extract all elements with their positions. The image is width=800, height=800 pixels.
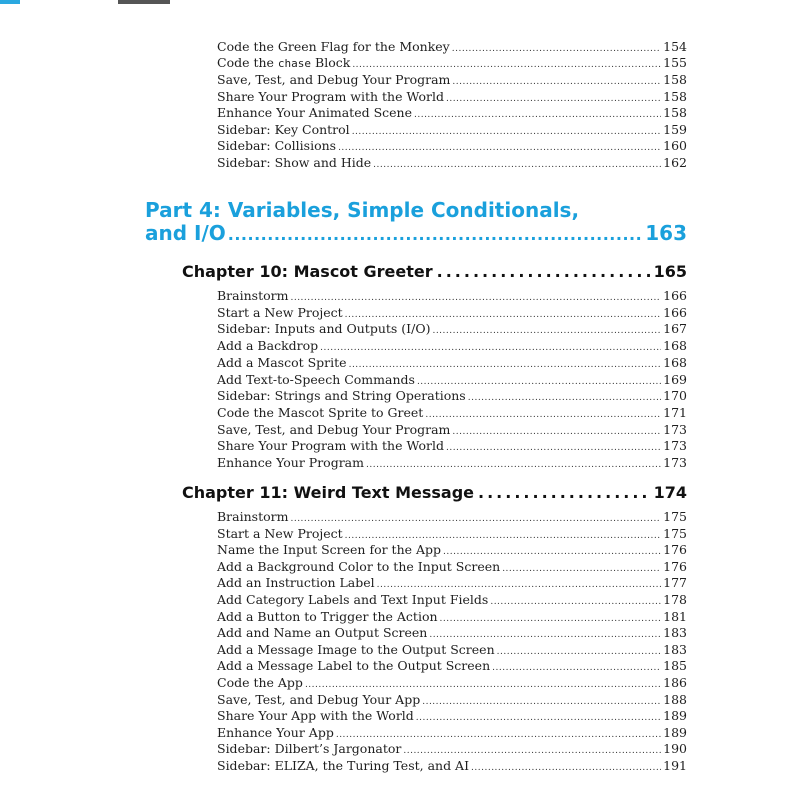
header-accent-mark bbox=[0, 0, 20, 4]
toc-entry-title: Add a Message Label to the Output Screen bbox=[217, 658, 491, 674]
toc-entry-page: 162 bbox=[663, 155, 687, 170]
toc-entry-page: 178 bbox=[663, 592, 687, 607]
toc-entry-page: 181 bbox=[663, 608, 687, 624]
toc-entry-page: 173 bbox=[663, 438, 687, 454]
toc-entry[interactable] bbox=[217, 758, 687, 776]
top-header-fragment bbox=[0, 0, 180, 4]
dot-leader bbox=[349, 357, 662, 373]
dot-leader bbox=[468, 390, 661, 406]
dot-leader bbox=[446, 440, 661, 456]
toc-entry-title: Start a New Project bbox=[217, 304, 343, 320]
toc-entry[interactable] bbox=[217, 658, 687, 676]
toc-entry-title: Save, Test, and Debug Your Program bbox=[217, 72, 451, 87]
toc-entry-page: 189 bbox=[663, 708, 687, 724]
toc-entry-page: 154 bbox=[663, 39, 687, 54]
toc-entry-title: Add a Message Image to the Output Screen bbox=[217, 641, 495, 657]
chapter-page: 165 bbox=[653, 262, 687, 281]
toc-entry[interactable] bbox=[217, 405, 687, 423]
dot-leader bbox=[320, 340, 661, 356]
toc-entry-title: Enhance Your App bbox=[217, 724, 334, 740]
dot-leader bbox=[305, 677, 661, 693]
toc-entry-title: Add a Background Color to the Input Screen bbox=[217, 558, 501, 574]
toc-entry-title: Code the Green Flag for the Monkey bbox=[217, 39, 450, 54]
header-text-fragment bbox=[118, 0, 170, 4]
toc-entry[interactable] bbox=[217, 305, 687, 323]
toc-entry-title: Add an Instruction Label bbox=[217, 575, 375, 591]
toc-entry-title: Sidebar: Dilbert’s Jargonator bbox=[217, 741, 402, 757]
toc-entry[interactable] bbox=[217, 542, 687, 560]
chapter-title: Chapter 11: Weird Text Message bbox=[182, 483, 475, 502]
toc-entry-page: 176 bbox=[663, 542, 687, 558]
dot-leader bbox=[377, 577, 661, 593]
toc-entry-page: 171 bbox=[663, 404, 687, 420]
toc-entry-page: 175 bbox=[663, 525, 687, 541]
toc-entry[interactable] bbox=[217, 288, 687, 306]
toc-entry[interactable] bbox=[217, 509, 687, 527]
toc-entry-title: Sidebar: Strings and String Operations bbox=[217, 388, 466, 404]
dot-leader bbox=[416, 710, 661, 726]
toc-entry[interactable] bbox=[217, 422, 687, 440]
toc-entry[interactable] bbox=[217, 725, 687, 743]
toc-entry-page: 188 bbox=[663, 691, 687, 707]
toc-entry-title: Save, Test, and Debug Your Program bbox=[217, 421, 451, 437]
toc-entry-page: 168 bbox=[663, 338, 687, 354]
dot-leader bbox=[373, 157, 661, 173]
toc-entry[interactable] bbox=[217, 72, 687, 90]
toc-entry[interactable] bbox=[217, 138, 687, 156]
dot-leader bbox=[403, 743, 661, 759]
dot-leader bbox=[452, 74, 661, 90]
toc-entry[interactable] bbox=[217, 455, 687, 473]
chapter-title: Chapter 10: Mascot Greeter bbox=[182, 262, 433, 281]
toc-entry[interactable] bbox=[217, 105, 687, 123]
toc-entry[interactable] bbox=[217, 642, 687, 660]
part-title-line2-text: and I/O bbox=[145, 221, 226, 245]
toc-entry-page: 189 bbox=[663, 724, 687, 740]
toc-entry[interactable] bbox=[217, 338, 687, 356]
toc-entry[interactable] bbox=[217, 388, 687, 406]
dot-leader bbox=[338, 140, 661, 156]
toc-entry-page: 158 bbox=[663, 105, 687, 120]
toc-entry-title: Add a Mascot Sprite bbox=[217, 354, 347, 370]
toc-entry-page: 158 bbox=[663, 89, 687, 104]
toc-entry-title: Share Your Program with the World bbox=[217, 89, 444, 104]
dot-leader bbox=[440, 611, 662, 627]
toc-entry[interactable] bbox=[217, 692, 687, 710]
toc-entry-title: Enhance Your Animated Scene bbox=[217, 105, 412, 120]
dot-leader bbox=[490, 594, 661, 610]
toc-entry-page: 177 bbox=[663, 575, 687, 591]
dot-leader bbox=[432, 323, 661, 339]
toc-entry-page: 155 bbox=[663, 55, 687, 70]
dot-leader bbox=[497, 644, 662, 660]
dot-leader bbox=[290, 511, 661, 527]
dot-leader bbox=[502, 561, 661, 577]
toc-entry[interactable] bbox=[217, 526, 687, 544]
toc-entry-title bbox=[217, 55, 350, 72]
toc-entry-title: Sidebar: ELIZA, the Turing Test, and AI bbox=[217, 758, 470, 773]
toc-entry[interactable] bbox=[217, 708, 687, 726]
dot-leader bbox=[414, 107, 661, 123]
toc-entry[interactable] bbox=[217, 609, 687, 627]
toc-entry-page: 170 bbox=[663, 388, 687, 404]
toc-entry[interactable] bbox=[217, 575, 687, 593]
toc-entry-title: Add a Backdrop bbox=[217, 338, 319, 354]
toc-entry-page: 168 bbox=[663, 354, 687, 370]
dot-leader bbox=[443, 544, 661, 560]
toc-entry-title: Add and Name an Output Screen bbox=[217, 625, 428, 641]
toc-entry-title: Name the Input Screen for the App bbox=[217, 542, 442, 558]
dot-leader bbox=[452, 424, 661, 440]
toc-entry-title: Sidebar: Inputs and Outputs (I/O) bbox=[217, 321, 431, 337]
toc-entry-page: 183 bbox=[663, 625, 687, 641]
dot-leader bbox=[352, 57, 661, 73]
toc-entry-title: Save, Test, and Debug Your App bbox=[217, 691, 421, 707]
toc-entry-page: 190 bbox=[663, 741, 687, 757]
toc-entry[interactable] bbox=[217, 55, 687, 73]
toc-entry-title: Sidebar: Key Control bbox=[217, 122, 350, 137]
toc-entry-title: Share Your Program with the World bbox=[217, 438, 444, 454]
toc-entry-page: 159 bbox=[663, 122, 687, 137]
toc-entry[interactable] bbox=[217, 675, 687, 693]
toc-entry-page: 185 bbox=[663, 658, 687, 674]
toc-entry[interactable] bbox=[217, 321, 687, 339]
chapter-heading[interactable] bbox=[182, 483, 687, 503]
toc-entry-page: 166 bbox=[663, 288, 687, 303]
toc-entry-title-suffix: Block bbox=[311, 55, 351, 70]
toc-entry-page: 176 bbox=[663, 558, 687, 574]
dot-leader bbox=[471, 760, 661, 776]
dot-leader bbox=[492, 660, 661, 676]
toc-entry-page: 167 bbox=[663, 321, 687, 337]
toc-entry-title-prefix: Code the bbox=[217, 55, 278, 70]
dot-leader bbox=[345, 528, 661, 544]
toc-entry[interactable] bbox=[217, 438, 687, 456]
toc-entry-title: Add a Button to Trigger the Action bbox=[217, 608, 438, 624]
chapter-page: 174 bbox=[653, 483, 687, 502]
dot-leader bbox=[336, 727, 661, 743]
toc-entry-title: Enhance Your Program bbox=[217, 455, 364, 470]
toc-entry-title: Code the Mascot Sprite to Greet bbox=[217, 404, 424, 420]
toc-entry-page: 186 bbox=[663, 675, 687, 690]
toc-entry-page: 175 bbox=[663, 509, 687, 524]
toc-entry[interactable] bbox=[217, 155, 687, 173]
toc-entry-title: Brainstorm bbox=[217, 509, 289, 524]
dot-leader bbox=[228, 222, 643, 248]
dot-leader bbox=[422, 694, 661, 710]
toc-entry-title: Sidebar: Collisions bbox=[217, 138, 337, 153]
toc-entry-page: 183 bbox=[663, 641, 687, 657]
dot-leader bbox=[366, 457, 661, 473]
chapter-heading[interactable] bbox=[182, 262, 687, 282]
code-keyword: chase bbox=[277, 57, 312, 70]
toc-entry[interactable] bbox=[217, 625, 687, 643]
toc-entry[interactable] bbox=[217, 355, 687, 373]
toc-entry-title: Add Category Labels and Text Input Fields bbox=[217, 592, 489, 607]
toc-entry-page: 158 bbox=[663, 72, 687, 87]
toc-entry-title: Share Your App with the World bbox=[217, 708, 414, 724]
dot-leader bbox=[429, 627, 661, 643]
toc-entry[interactable] bbox=[217, 372, 687, 390]
toc-entry-page: 160 bbox=[663, 138, 687, 153]
part-page: 163 bbox=[645, 221, 687, 245]
toc-entry[interactable] bbox=[217, 592, 687, 610]
toc-entry-page: 169 bbox=[663, 371, 687, 387]
toc-entry-page: 166 bbox=[663, 304, 687, 320]
toc-entry-title: Brainstorm bbox=[217, 288, 289, 303]
toc-entry-title: Code the App bbox=[217, 675, 303, 690]
dot-leader bbox=[478, 483, 650, 503]
dot-leader bbox=[345, 307, 661, 323]
toc-entry-title: Add Text-to-Speech Commands bbox=[217, 371, 415, 387]
toc-entry-page: 173 bbox=[663, 421, 687, 437]
dot-leader bbox=[437, 262, 650, 282]
toc-entry-title: Sidebar: Show and Hide bbox=[217, 155, 372, 170]
toc-entry-title: Start a New Project bbox=[217, 525, 343, 541]
toc-entry-page: 191 bbox=[663, 758, 687, 773]
part-title-line2[interactable] bbox=[145, 220, 687, 248]
dot-leader bbox=[417, 374, 661, 390]
dot-leader bbox=[425, 407, 661, 423]
dot-leader bbox=[290, 290, 661, 306]
toc-entry[interactable] bbox=[217, 559, 687, 577]
part-title-line1[interactable]: Part 4: Variables, Simple Conditionals, bbox=[145, 198, 580, 222]
toc-entry-page: 173 bbox=[663, 455, 687, 470]
toc-entry[interactable] bbox=[217, 741, 687, 759]
